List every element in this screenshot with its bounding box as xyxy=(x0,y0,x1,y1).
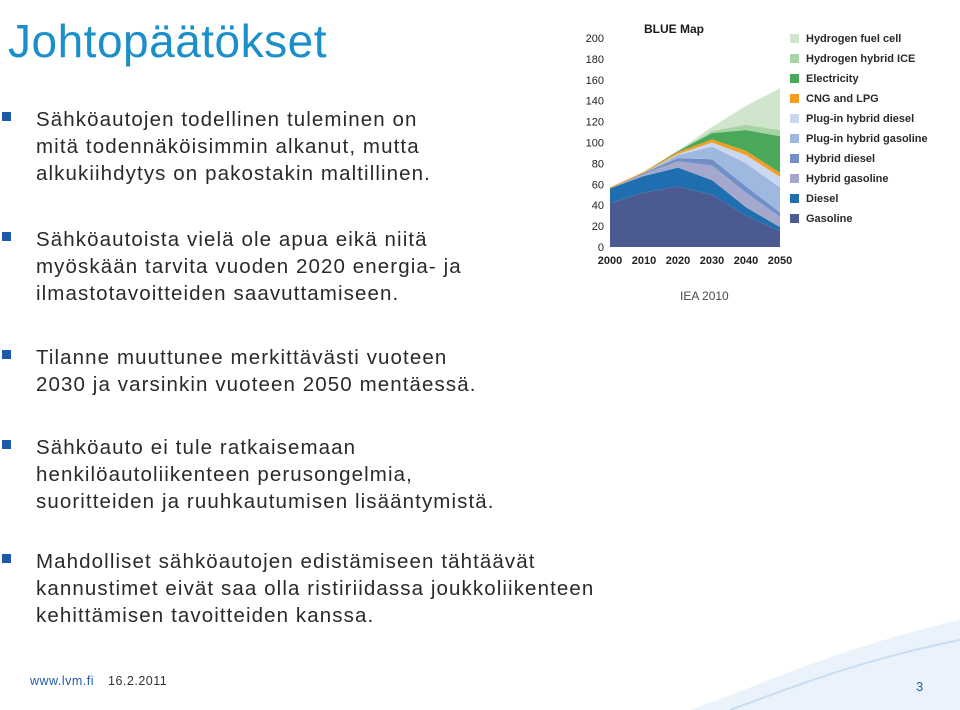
legend-label: Hybrid gasoline xyxy=(806,173,889,185)
legend-label: Electricity xyxy=(806,73,859,85)
y-tick-label: 160 xyxy=(585,74,604,87)
legend-swatch xyxy=(790,54,799,63)
legend-swatch xyxy=(790,114,799,123)
y-tick-label: 40 xyxy=(591,200,604,213)
legend-label: Hydrogen fuel cell xyxy=(806,33,902,45)
decorative-wave xyxy=(690,620,960,710)
legend-label: Gasoline xyxy=(806,213,853,225)
x-tick-label: 2020 xyxy=(665,255,691,267)
legend-label: Hydrogen hybrid ICE xyxy=(806,53,916,65)
x-tick-label: 2030 xyxy=(699,255,725,267)
legend-swatch xyxy=(790,134,799,143)
footer xyxy=(30,674,167,688)
y-tick-label: 80 xyxy=(591,158,604,171)
x-tick-label: 2000 xyxy=(597,255,623,267)
footer-url[interactable]: www.lvm.fi xyxy=(30,674,95,688)
bullet-marker-icon xyxy=(2,440,11,449)
bullet-text: Sähköauto ei tule ratkaisemaan henkilöautoliikenteen perusongelmia, suoritteiden ja ruuhkautumisen lisääntymistä. xyxy=(36,436,495,513)
chart-title: BLUE Map xyxy=(644,22,704,36)
legend-swatch xyxy=(790,174,799,183)
x-tick-label: 2010 xyxy=(631,255,657,267)
y-tick-label: 0 xyxy=(597,242,604,254)
legend-swatch xyxy=(790,154,799,163)
legend-swatch xyxy=(790,94,799,103)
footer-date: 16.2.2011 xyxy=(108,674,168,688)
y-tick-label: 120 xyxy=(585,116,604,129)
legend-label: Diesel xyxy=(806,193,839,205)
bullet-text: Mahdolliset sähköautojen edistämiseen tähtäävät kannustimet eivät saa olla ristiriidassa joukkoliikenteen kehittämisen tavoitteiden kanssa. xyxy=(36,550,595,627)
slide-title: Johtopäätökset xyxy=(8,15,328,67)
legend-label: Hybrid diesel xyxy=(806,153,876,165)
y-tick-label: 200 xyxy=(585,33,604,45)
y-tick-label: 100 xyxy=(585,137,604,150)
x-tick-label: 2040 xyxy=(733,255,759,267)
bullet-text: Sähköautoista vielä ole apua eikä niitä myöskään tarvita vuoden 2020 energia- ja ilmastotavoitteiden saavuttamiseen. xyxy=(36,228,462,305)
bullet-text: Tilanne muuttunee merkittävästi vuoteen 2030 ja varsinkin vuoteen 2050 mentäessä. xyxy=(36,346,477,396)
legend-label: CNG and LPG xyxy=(806,93,879,105)
y-tick-label: 140 xyxy=(585,95,604,108)
bullet-marker-icon xyxy=(2,112,11,121)
legend-label: Plug-in hybrid diesel xyxy=(806,113,915,125)
y-tick-label: 180 xyxy=(585,53,604,66)
legend-label: Plug-in hybrid gasoline xyxy=(806,133,928,145)
y-tick-label: 20 xyxy=(591,221,604,234)
legend-swatch xyxy=(790,34,799,43)
legend-swatch xyxy=(790,74,799,83)
legend-swatch xyxy=(790,214,799,223)
x-tick-label: 2050 xyxy=(767,255,793,267)
bullet-marker-icon xyxy=(2,350,11,359)
bullet-text: Sähköautojen todellinen tuleminen on mitä todennäköisimmin alkanut, mutta alkukiihdytys on pakostakin maltillinen. xyxy=(36,108,431,185)
fuel-demand-area-chart xyxy=(562,18,952,308)
wave-shape xyxy=(690,620,960,710)
y-tick-label: 60 xyxy=(591,179,604,192)
chart-source: IEA 2010 xyxy=(680,289,729,303)
bullet-marker-icon xyxy=(2,232,11,241)
page-number: 3 xyxy=(916,679,924,694)
bullet-marker-icon xyxy=(2,554,11,563)
legend-swatch xyxy=(790,194,799,203)
